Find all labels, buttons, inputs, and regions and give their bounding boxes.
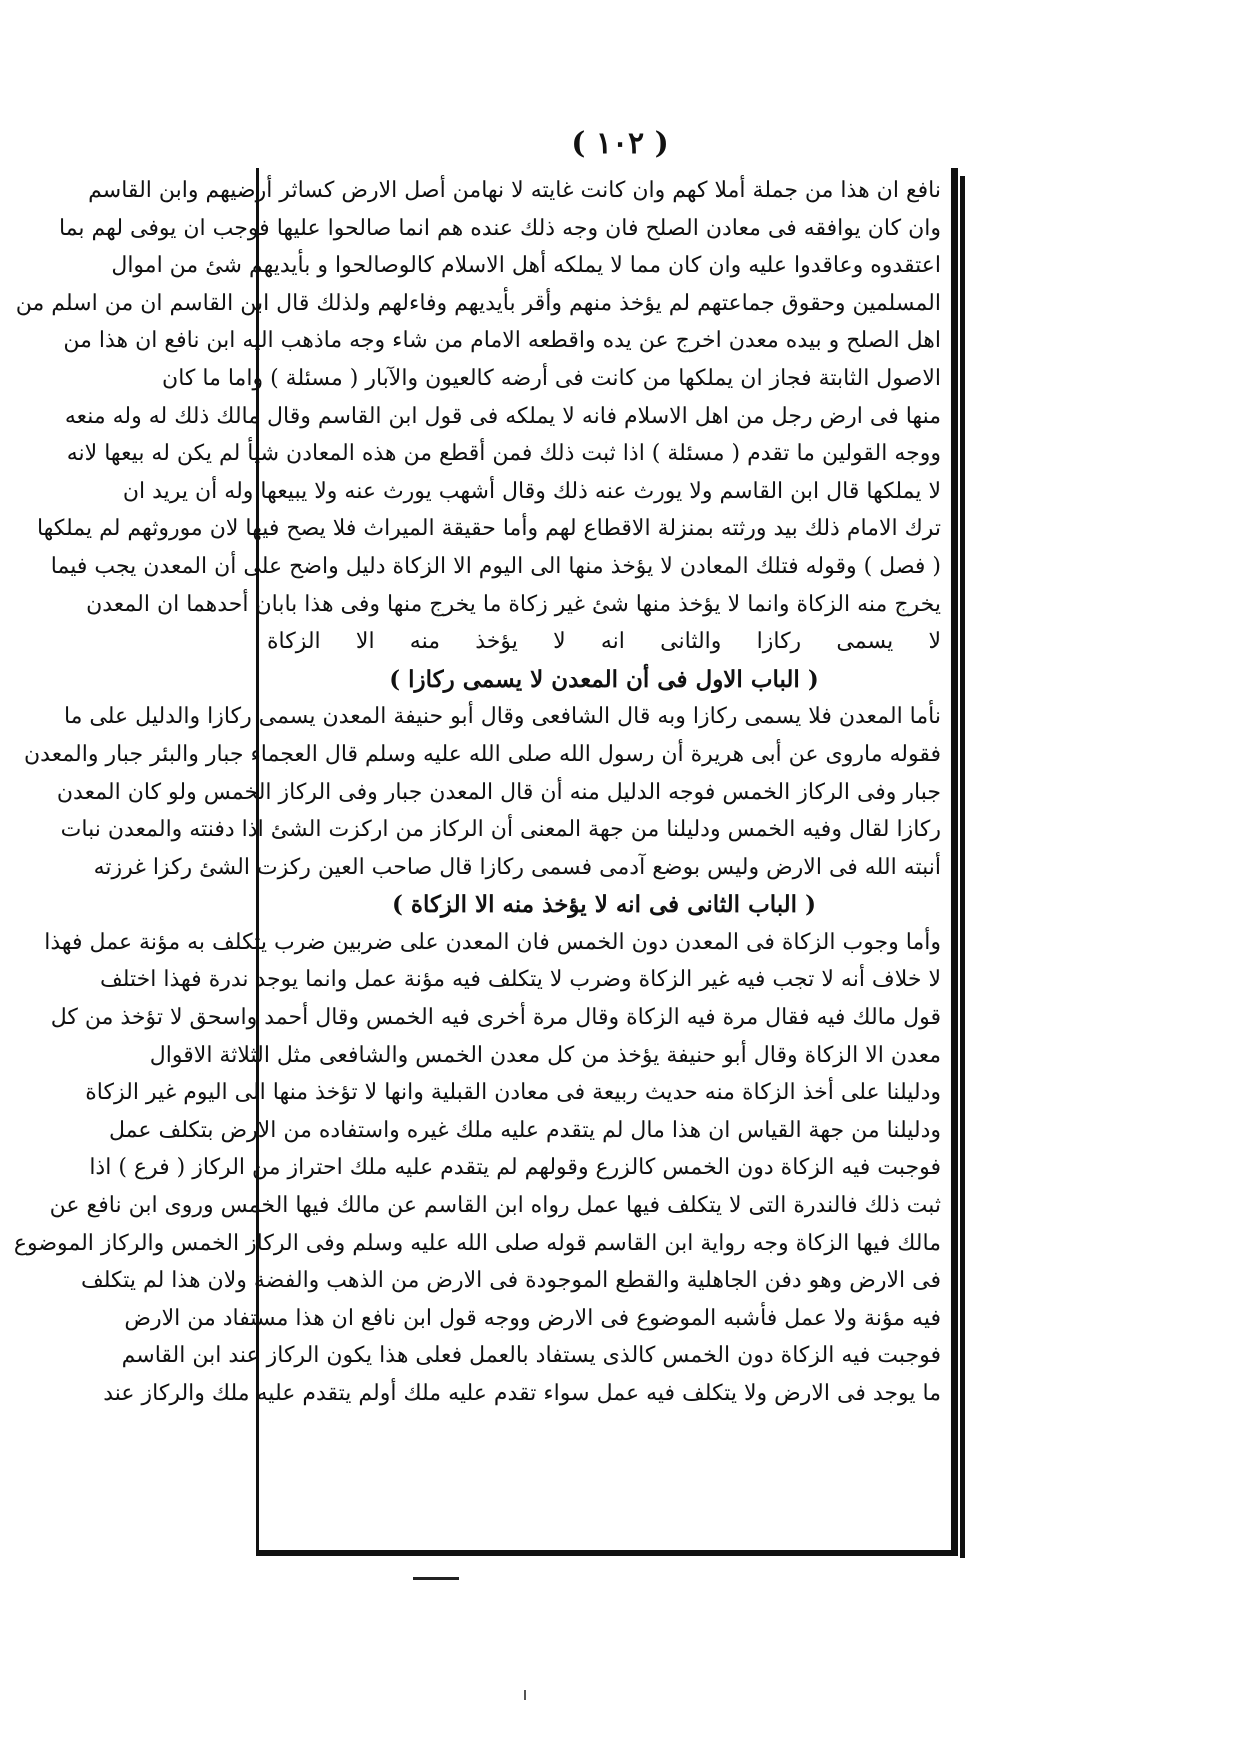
text-line: يخرج منه الزكاة وانما لا يؤخذ منها شئ غير زكاة ما يخرج منها وفى هذا بابان أحدهما ان المعدن xyxy=(86,591,941,617)
text-line: ووجه القولين ما تقدم ( مسئلة ) اذا ثبت ذلك فمن أقطع من هذه المعادن شيأ لم يكن له بيعها لانه xyxy=(66,441,941,467)
text-line: مالك فيها الزكاة وجه رواية ابن القاسم قوله صلى الله عليه وسلم وفى الركاز الخمس والركاز الموضوع xyxy=(13,1230,941,1256)
text-line: ودليلنا من جهة القياس ان هذا مال لم يتقدم عليه ملك غيره واستفاده من الارض بتكلف عمل xyxy=(108,1117,941,1143)
chapter-heading: ( الباب الاول فى أن المعدن لا يسمى ركازا ) xyxy=(389,665,819,693)
text-line: فوجبت فيه الزكاة دون الخمس كالزرع وقولهم لم يتقدم عليه ملك احتراز من الركاز ( فرع ) اذا xyxy=(89,1155,941,1181)
chapter-heading: ( الباب الثانى فى انه لا يؤخذ منه الا الزكاة ) xyxy=(392,891,816,919)
text-line: وان كان يوافقه فى معادن الصلح فان وجه ذلك عنده هم انما صالحوا عليها فوجب ان يوفى لهم بما xyxy=(59,215,941,241)
text-line: ما يوجد فى الارض ولا يتكلف فيه عمل سواء تقدم عليه ملك أولم يتقدم عليه ملك والركاز عند xyxy=(103,1381,941,1406)
text-line: معدن الا الزكاة وقال أبو حنيفة يؤخذ من كل معدن الخمس والشافعى مثل الثلاثة الاقوال xyxy=(149,1042,941,1068)
text-line: ( فصل ) وقوله فتلك المعادن لا يؤخذ منها الى اليوم الا الزكاة دليل واضح على أن المعدن يجب فيما xyxy=(50,553,941,579)
bottom-rule xyxy=(413,1577,459,1580)
text-line: لا يملكها قال ابن القاسم ولا يورث عنه ذلك وقال أشهب يورث عنه ولا يبيعها وله أن يريد ان xyxy=(122,478,941,504)
text-line: ترك الامام ذلك بيد ورثته بمنزلة الاقطاع لهم وأما حقيقة الميراث فلا يصح فيها لان موروثهم لم يملكها xyxy=(36,516,941,542)
text-line: اعتقدوه وعاقدوا عليه وان كان مما لا يملكه أهل الاسلام كالوصالحوا و بأيديهم شئ من اموال xyxy=(111,253,941,279)
text-line: الاصول الثابتة فجاز ان يملكها من كانت فى أرضه كالعيون والآبار ( مسئلة ) واما ما كان xyxy=(162,365,941,391)
text-line: لا يسمى ركازا والثانى انه لا يؤخذ منه الا الزكاة xyxy=(267,629,941,655)
text-line: فقوله ماروى عن أبى هريرة أن رسول الله صلى الله عليه وسلم قال العجماء جبار والبئر جبار والمعدن xyxy=(24,741,941,767)
text-line: قول مالك فيه فقال مرة فيه الزكاة وقال مرة أخرى فيه الخمس وقال أحمد واسحق لا تؤخذ من كل xyxy=(50,1005,941,1031)
text-line: ودليلنا على أخذ الزكاة منه حديث ربيعة فى معادن القبلية وانها لا تؤخذ منها الى اليوم غير الزكاة xyxy=(85,1080,941,1106)
scan-speck xyxy=(524,1690,526,1700)
text-line: جبار وفى الركاز الخمس فوجه الدليل منه أن قال المعدن جبار وفى الركاز الخمس ولو كان المعدن xyxy=(56,779,941,805)
text-line: وأما وجوب الزكاة فى المعدن دون الخمس فان المعدن على ضربين ضرب يتكلف به مؤنة عمل فهذا xyxy=(44,929,941,955)
text-line: المسلمين وحقوق جماعتهم لم يؤخذ منهم وأقر بأيديهم وفاءلهم ولذلك قال ابن القاسم ان من اسلم من xyxy=(15,290,941,316)
text-line: منها فى ارض رجل من اهل الاسلام فانه لا يملكه فى قول ابن القاسم وقال مالك ذلك له وله منعه xyxy=(64,403,941,429)
text-line: نأما المعدن فلا يسمى ركازا وبه قال الشافعى وقال أبو حنيفة المعدن يسمى ركازا والدليل على ما xyxy=(63,704,941,730)
text-line: اهل الصلح و بيده معدن اخرج عن يده واقطعه الامام من شاء وجه ماذهب اليه ابن نافع ان هذا من xyxy=(63,328,941,354)
page-number: ( ١٠٢ ) xyxy=(571,126,669,161)
text-line: فى الارض وهو دفن الجاهلية والقطع الموجودة فى الارض من الذهب والفضة ولان هذا لم يتكلف xyxy=(80,1268,941,1294)
text-line: ثبت ذلك فالندرة التى لا يتكلف فيها عمل رواه ابن القاسم عن مالك فيها الخمس وروى ابن نافع عن xyxy=(49,1193,941,1219)
text-line: فوجبت فيه الزكاة دون الخمس كالذى يستفاد بالعمل فعلى هذا يكون الركاز عند ابن القاسم xyxy=(121,1343,941,1369)
text-line: نافع ان هذا من جملة أملا كهم وان كانت غايته لا نهامن أصل الارض كساثر أرضيهم وابن القاسم xyxy=(88,178,941,203)
text-line: لا خلاف أنه لا تجب فيه غير الزكاة وضرب لا يتكلف فيه مؤنة عمل وانما يوجد ندرة فهذا اختلف xyxy=(99,967,941,993)
text-frame xyxy=(13,168,958,1556)
text-line: فيه مؤنة ولا عمل فأشبه الموضوع فى الارض ووجه قول ابن نافع ان هذا مستفاد من الارض xyxy=(124,1305,941,1331)
text-line: ركازا لقال وفيه الخمس ودليلنا من جهة المعنى أن الركاز من اركزت الشئ اذا دفنته والمعدن نبات xyxy=(60,817,941,843)
text-line: أنبته الله فى الارض وليس بوضع آدمى فسمى ركازا قال صاحب العين ركزت الشئ ركزا غرزته xyxy=(93,854,941,880)
